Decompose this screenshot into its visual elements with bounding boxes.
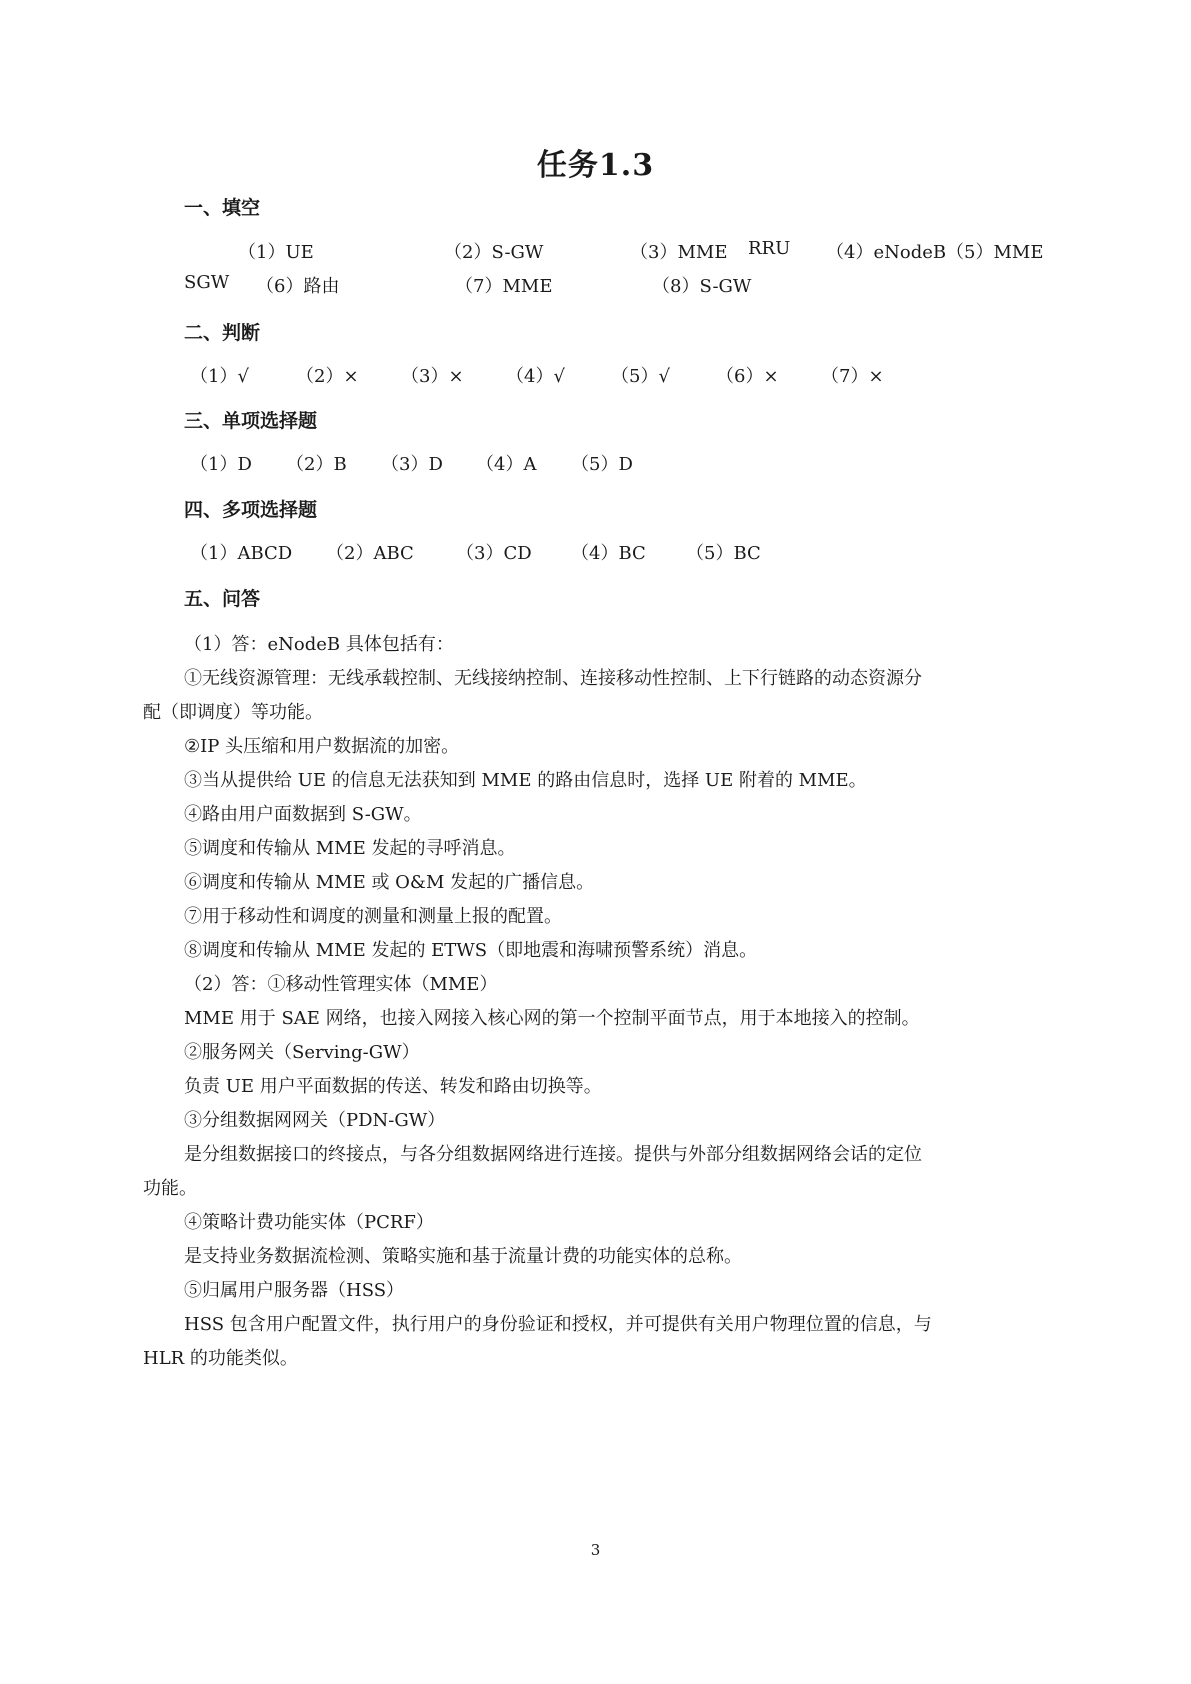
fill-answer: （5）MME (946, 242, 1044, 263)
fill-answer: （8）S-GW (652, 276, 752, 297)
qa-line: ⑥调度和传输从 MME 或 O&M 发起的广播信息。 (184, 872, 595, 893)
fill-answer: （2）S-GW (444, 242, 544, 263)
qa-line: ⑤归属用户服务器（HSS） (184, 1280, 405, 1301)
qa-line: ⑦用于移动性和调度的测量和测量上报的配置。 (184, 906, 562, 927)
fill-answer: （1）UE (238, 242, 314, 263)
judge-answer: （3）× (401, 366, 464, 387)
judge-answer: （7）× (821, 366, 884, 387)
qa-line: ⑤调度和传输从 MME 发起的寻呼消息。 (184, 838, 516, 859)
judge-answer: （6）× (716, 366, 779, 387)
judge-answer: （2）× (296, 366, 359, 387)
section-heading-qa: 五、问答 (184, 588, 261, 610)
single-choice-answer: （2）B (286, 454, 347, 475)
single-choice-answer: （3）D (381, 454, 443, 475)
qa-line: HLR 的功能类似。 (143, 1348, 298, 1369)
section-heading-multi: 四、多项选择题 (184, 499, 318, 521)
page-number: 3 (590, 1541, 601, 1559)
multi-choice-answer: （5）BC (686, 543, 761, 564)
qa-line: 配（即调度）等功能。 (143, 702, 323, 723)
section-heading-judge: 二、判断 (184, 322, 261, 344)
single-choice-answer: （4）A (476, 454, 537, 475)
qa-line: MME 用于 SAE 网络，也接入网接入核心网的第一个控制平面节点，用于本地接入的控制。 (184, 1008, 920, 1029)
page-title: 任务1.3 (536, 148, 655, 183)
judge-answer: （1）√ (190, 366, 249, 387)
qa-line: 功能。 (143, 1178, 197, 1199)
fill-answer: （6）路由 (256, 276, 340, 297)
section-heading-single: 三、单项选择题 (184, 410, 318, 432)
qa-line: ④策略计费功能实体（PCRF） (184, 1212, 434, 1233)
fill-answer: SGW (184, 272, 230, 293)
qa-line: （2）答：①移动性管理实体（MME） (184, 974, 498, 995)
fill-answer: （3）MME (630, 242, 728, 263)
fill-answer: （4）eNodeB (826, 242, 947, 263)
qa-line: ③当从提供给 UE 的信息无法获知到 MME 的路由信息时，选择 UE 附着的 MME。 (184, 770, 867, 791)
multi-choice-answer: （1）ABCD (190, 543, 293, 564)
section-heading-fill: 一、填空 (184, 197, 261, 219)
qa-line: ②服务网关（Serving-GW） (184, 1042, 420, 1063)
multi-choice-answer: （4）BC (571, 543, 646, 564)
qa-line: 是支持业务数据流检测、策略实施和基于流量计费的功能实体的总称。 (184, 1246, 742, 1267)
qa-line: ①无线资源管理：无线承载控制、无线接纳控制、连接移动性控制、上下行链路的动态资源分 (184, 668, 922, 689)
multi-choice-answer: （3）CD (456, 543, 532, 564)
judge-answer: （4）√ (506, 366, 565, 387)
qa-line: ③分组数据网网关（PDN-GW） (184, 1110, 446, 1131)
qa-line: 是分组数据接口的终接点，与各分组数据网络进行连接。提供与外部分组数据网络会话的定位 (184, 1144, 922, 1165)
single-choice-answer: （1）D (190, 454, 252, 475)
fill-answer: （7）MME (455, 276, 553, 297)
multi-choice-answer: （2）ABC (326, 543, 414, 564)
qa-line: HSS 包含用户配置文件，执行用户的身份验证和授权，并可提供有关用户物理位置的信息，与 (184, 1314, 932, 1335)
judge-answer: （5）√ (611, 366, 670, 387)
fill-answer: RRU (748, 238, 791, 259)
qa-line: ④路由用户面数据到 S-GW。 (184, 804, 422, 825)
qa-line: （1）答：eNodeB 具体包括有： (184, 634, 454, 655)
qa-line: ②IP 头压缩和用户数据流的加密。 (184, 736, 460, 757)
qa-line: 负责 UE 用户平面数据的传送、转发和路由切换等。 (184, 1076, 602, 1097)
qa-line: ⑧调度和传输从 MME 发起的 ETWS（即地震和海啸预警系统）消息。 (184, 940, 758, 961)
single-choice-answer: （5）D (571, 454, 633, 475)
